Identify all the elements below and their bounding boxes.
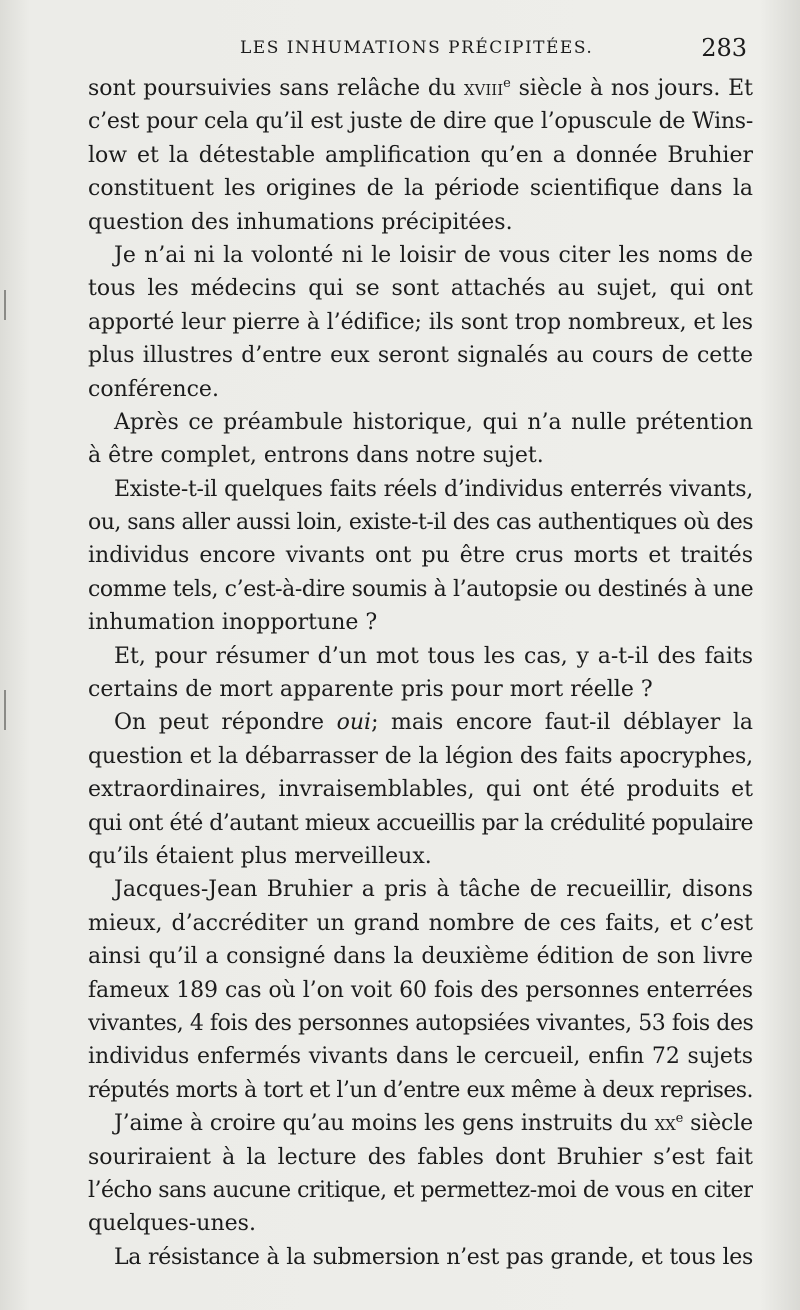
text-line: La résistance à la submersion n’est pas grande, et tous les [114,1244,753,1270]
text-line: inhumation inopportune ? [88,610,378,636]
text-line: conférence. [88,376,219,402]
text-line: Après ce préambule historique, qui n’a nulle prétention [114,409,753,435]
text-line: à être complet, entrons dans notre sujet. [88,443,544,469]
text-line: Existe-t-il quelques faits réels d’individus enterrés vivants, [114,476,753,502]
text-line: tous les médecins qui se sont attachés au sujet, qui ont [88,276,753,302]
text-line: ou, sans aller aussi loin, existe-t-il des cas authentiques où des [88,510,753,536]
running-head [90,34,755,66]
text-line: réputés morts à tort et l’un d’entre eux même à deux reprises. [88,1077,753,1103]
text-line: qui ont été d’autant mieux accueillis par la crédulité populaire [88,810,753,836]
text-line: l’écho sans aucune critique, et permettez-moi de vous en citer [88,1177,753,1203]
text-line: extraordinaires, invraisemblables, qui ont été produits et [88,777,753,803]
text-line: mieux, d’accréditer un grand nombre de ces faits, et c’est [88,910,753,936]
text-line: certains de mort apparente pris pour mort réelle ? [88,677,653,703]
page-edge-mark [4,290,6,320]
emphasis: oui [336,710,372,736]
running-title: LES INHUMATIONS PRÉCIPITÉES. [240,38,594,58]
text-line: question et la débarrasser de la légion des faits apocryphes, [88,743,753,769]
text-line: plus illustres d’entre eux seront signalés au cours de cette [88,343,753,369]
text-line: individus encore vivants ont pu être crus morts et traités [88,543,753,569]
text-line: Jacques-Jean Bruhier a pris à tâche de recueillir, disons [114,877,753,903]
text-line: vivantes, 4 fois des personnes autopsiées vivantes, 53 fois des [88,1010,753,1036]
text-line: c’est pour cela qu’il est juste de dire que l’opuscule de Wins- [88,109,753,135]
text-line: souriraient à la lecture des fables dont Bruhier s’est fait [88,1144,753,1170]
text-line: Je n’ai ni la volonté ni le loisir de vous citer les noms de [114,242,753,268]
text-line: On peut répondre oui; mais encore faut-il déblayer la [114,710,753,736]
text-line: qu’ils étaient plus merveilleux. [88,843,432,869]
text-line: quelques-unes. [88,1211,256,1237]
page-number: 283 [701,34,747,62]
text-line: comme tels, c’est-à-dire soumis à l’autopsie ou destinés à une [88,576,753,602]
page-edge-mark [4,690,6,730]
text-line: question des inhumations précipitées. [88,209,513,235]
text-line: sont poursuivies sans relâche du xviii$^e$ siècle à nos jours. Et [88,76,753,101]
text-line: J’aime à croire qu’au moins les gens instruits du $xx^e$ siècle [114,1111,753,1137]
body-text [88,72,753,1274]
text-line: Et, pour résumer d’un mot tous les cas, y a-t-il des faits [114,643,753,669]
text-line: ainsi qu’il a consigné dans la deuxième édition de son livre [88,944,753,970]
text-line: low et la détestable amplification qu’en a donnée Bruhier [88,142,753,168]
text-line: constituent les origines de la période scientifique dans la [88,176,753,202]
text-line: individus enfermés vivants dans le cercueil, enfin 72 sujets [88,1044,753,1070]
text-line: fameux 189 cas où l’on voit 60 fois des personnes enterrées [88,977,753,1003]
text-line: apporté leur pierre à l’édifice; ils sont trop nombreux, et les [88,309,753,335]
